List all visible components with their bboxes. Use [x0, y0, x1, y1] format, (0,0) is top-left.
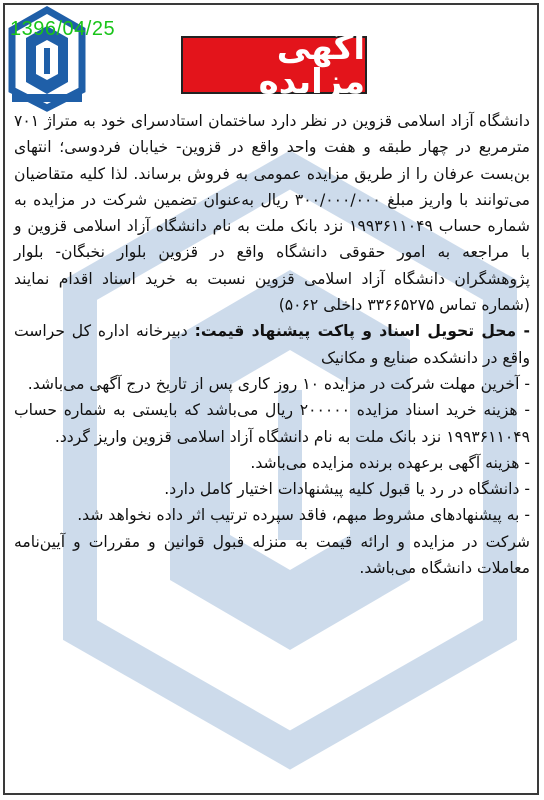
rights-paragraph: - دانشگاه در رد یا قبول کلیه پیشنهادات اختیار کامل دارد.	[164, 480, 530, 499]
ad-cost-paragraph: - هزینه آگهی برعهده برنده مزایده می‌باشد.	[250, 453, 530, 472]
intro-paragraph: دانشگاه آزاد اسلامی قزوین در نظر دارد ساختمان استادسرای خود به متراژ ۷۰۱ مترمربع در چهار طبقه و هفت واحد واقع در قزوین- خیابان فردوسی؛ انتهای بن‌بست عرفان را از طریق مزایده عمومی به فروش برساند. لذا کلیه متقاضیان می‌توانند با واریز مبلغ ۳۰۰/۰۰۰/۰۰۰ ریال به‌عنوان تضمین شرکت در مزایده به شماره حساب ۱۹۹۳۶۱۱۰۴۹ نزد بانک ملت به نام دانشگاه آزاد اسلامی قزوین و با مراجعه به امور حقوقی دانشگاه واقع در قزوین بلوار نخبگان- بلوار پژوهشگران دانشگاه آزاد اسلامی قزوین نسبت به خرید اسناد اقدام نمایند (شماره تماس ۳۳۶۶۵۲۷۵ داخلی ۵۰۶۲)	[14, 112, 531, 315]
delivery-label: - محل تحویل اسناد و پاکت پیشنهاد قیمت:	[194, 322, 530, 341]
notice-title: آگهی مزایده	[258, 28, 365, 102]
date-stamp: 1396/04/25	[10, 18, 116, 40]
notice-title-box	[181, 28, 367, 102]
deadline-paragraph: - آخرین مهلت شرکت در مزایده ۱۰ روز کاری پس از تاریخ درج آگهی می‌باشد.	[27, 374, 530, 393]
delivery-paragraph	[14, 318, 530, 371]
participation-paragraph: شرکت در مزایده و ارائه قیمت به منزله قبول قوانین و مقررات و آیین‌نامه معاملات دانشگاه می‌باشد.	[14, 532, 530, 578]
conditional-paragraph: - به پیشنهادهای مشروط مبهم، فاقد سپرده ترتیب اثر داده نخواهد شد.	[77, 506, 530, 525]
delivery-text: دبیرخانه اداره کل حراست واقع در دانشکده صنایع و مکانیک	[14, 322, 530, 367]
document-fee-paragraph: - هزینه خرید اسناد مزایده ۲۰۰۰۰۰ ریال می‌باشد که بایستی به شماره حساب ۱۹۹۳۶۱۱۰۴۹ نزد بانک ملت به نام دانشگاه آزاد اسلامی قزوین واریز گردد.	[14, 401, 530, 446]
notice-body	[14, 108, 530, 581]
